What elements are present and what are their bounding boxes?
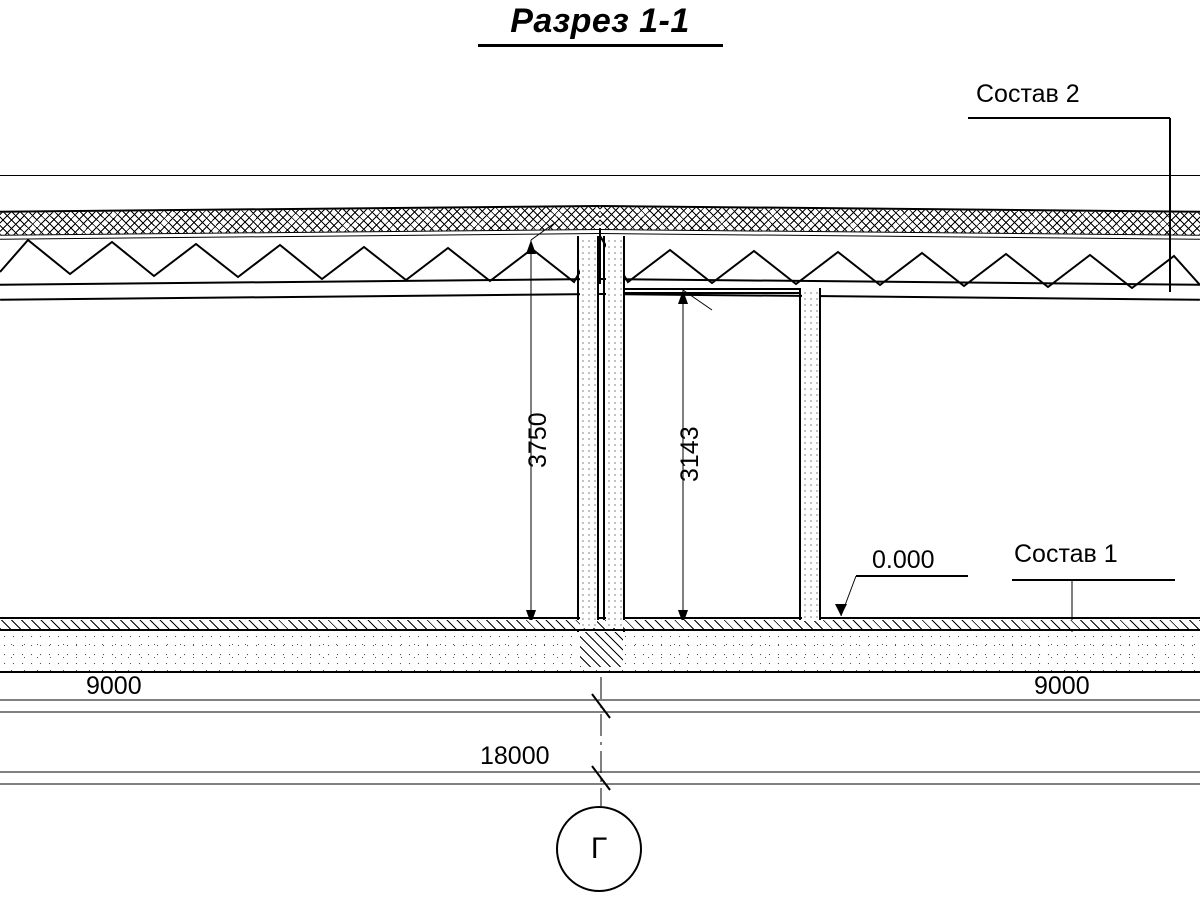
roof-insulation-right xyxy=(600,205,1200,236)
roof-insulation-left xyxy=(0,205,600,236)
truss-bottom-chord-right xyxy=(600,278,1200,301)
dim-9000-left-label: 9000 xyxy=(86,672,142,700)
central-wall-fill-right xyxy=(606,238,623,628)
foundation-block-fill xyxy=(580,632,623,667)
dim-9000-right-label: 9000 xyxy=(1034,672,1090,700)
dim-3750-label: 3750 xyxy=(524,412,552,468)
floor-slab-hatch-strip xyxy=(0,620,1200,629)
page-title: Разрез 1-1 xyxy=(510,2,690,40)
callout-sostav-1-label: Состав 1 xyxy=(1014,540,1118,568)
axis-marker-g xyxy=(556,806,642,892)
central-wall-fill-left xyxy=(580,238,597,628)
dim-18000-total-label: 18000 xyxy=(480,742,550,770)
axis-marker-label: Г xyxy=(590,832,608,865)
dim-3143-label: 3143 xyxy=(676,426,704,482)
callout-sostav-2-label: Состав 2 xyxy=(976,80,1080,108)
truss-bottom-chord-left xyxy=(0,278,600,301)
title-underline xyxy=(478,44,723,47)
level-mark-label: 0.000 xyxy=(872,546,935,574)
roof-top-outline xyxy=(0,175,1200,176)
right-column-fill xyxy=(802,290,819,621)
